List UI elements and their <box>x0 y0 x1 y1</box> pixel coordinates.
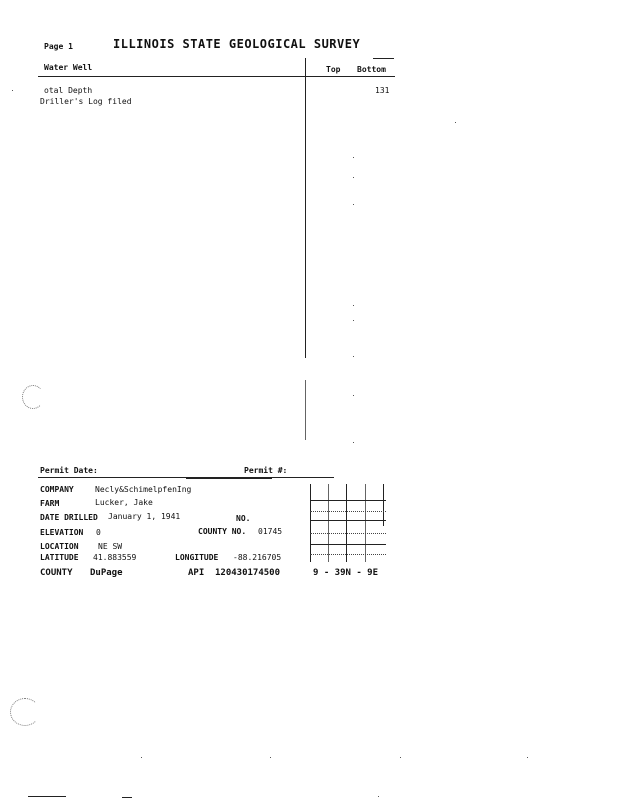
scan-artifact-rule <box>122 797 132 798</box>
column-header-top: Top <box>326 65 341 74</box>
log-row-formation: Driller's Log filed <box>40 97 132 106</box>
longitude-value: -88.216705 <box>233 553 282 562</box>
scan-speck <box>378 796 379 797</box>
punch-hole-mark <box>22 385 44 409</box>
log-column-divider <box>305 58 306 358</box>
longitude-label: LONGITUDE <box>175 553 219 562</box>
grid-line <box>310 533 386 534</box>
scan-speck <box>12 90 13 91</box>
permit-date-label: Permit Date: <box>40 466 98 475</box>
scan-speck <box>270 757 271 758</box>
latitude-label: LATITUDE <box>40 553 79 562</box>
page-number: Page 1 <box>44 42 73 51</box>
grid-line <box>365 484 366 562</box>
elevation-label: ELEVATION <box>40 528 84 537</box>
grid-line <box>310 500 386 501</box>
scan-speck <box>353 356 354 357</box>
page-title: ILLINOIS STATE GEOLOGICAL SURVEY <box>113 37 361 51</box>
township-range: 9 - 39N - 9E <box>313 568 379 578</box>
scan-speck <box>353 442 354 443</box>
grid-line <box>310 544 386 545</box>
company-value: Necly&SchimelpfenIng <box>95 485 192 494</box>
no-label: NO. <box>236 514 251 523</box>
company-label: COMPANY <box>40 485 74 494</box>
location-label: LOCATION <box>40 542 79 551</box>
log-row-bottom: 131 <box>375 86 390 95</box>
scan-speck <box>400 757 401 758</box>
header-rule-short <box>373 58 394 59</box>
scan-speck <box>353 320 354 321</box>
permit-underline <box>38 477 334 478</box>
county-value: DuPage <box>90 568 123 578</box>
scan-speck <box>353 305 354 306</box>
scan-speck <box>353 177 354 178</box>
grid-line <box>310 511 386 512</box>
scan-speck <box>353 395 354 396</box>
scan-artifact-rule <box>28 796 66 797</box>
section-grid <box>310 484 388 564</box>
county-label: COUNTY <box>40 568 73 578</box>
scan-speck <box>527 757 528 758</box>
farm-label: FARM <box>40 499 60 508</box>
permit-date-rule <box>186 478 272 479</box>
permit-number-label: Permit #: <box>244 466 288 475</box>
grid-line <box>310 554 386 555</box>
scan-speck <box>353 157 354 158</box>
farm-value: Lucker, Jake <box>95 498 153 507</box>
api-value: 120430174500 <box>215 568 281 578</box>
county-no-label: COUNTY NO. <box>198 527 247 536</box>
api-label: API <box>188 568 205 578</box>
county-no-value: 01745 <box>258 527 283 536</box>
column-header-bottom: Bottom <box>357 65 386 74</box>
scan-speck <box>353 204 354 205</box>
latitude-value: 41.883559 <box>93 553 137 562</box>
location-value: NE SW <box>98 542 123 551</box>
scan-speck <box>455 122 456 123</box>
section-label: Water Well <box>44 63 93 72</box>
grid-line <box>328 484 329 562</box>
date-drilled-value: January 1, 1941 <box>108 512 181 521</box>
grid-line <box>310 520 386 521</box>
grid-line <box>310 484 311 562</box>
log-column-divider-lower <box>305 380 306 440</box>
date-drilled-label: DATE DRILLED <box>40 513 98 522</box>
scan-speck <box>141 757 142 758</box>
punch-hole-mark <box>10 698 40 726</box>
header-underline <box>38 76 395 77</box>
grid-line <box>346 484 347 562</box>
log-row-formation: otal Depth <box>44 86 93 95</box>
elevation-value: 0 <box>96 528 101 537</box>
